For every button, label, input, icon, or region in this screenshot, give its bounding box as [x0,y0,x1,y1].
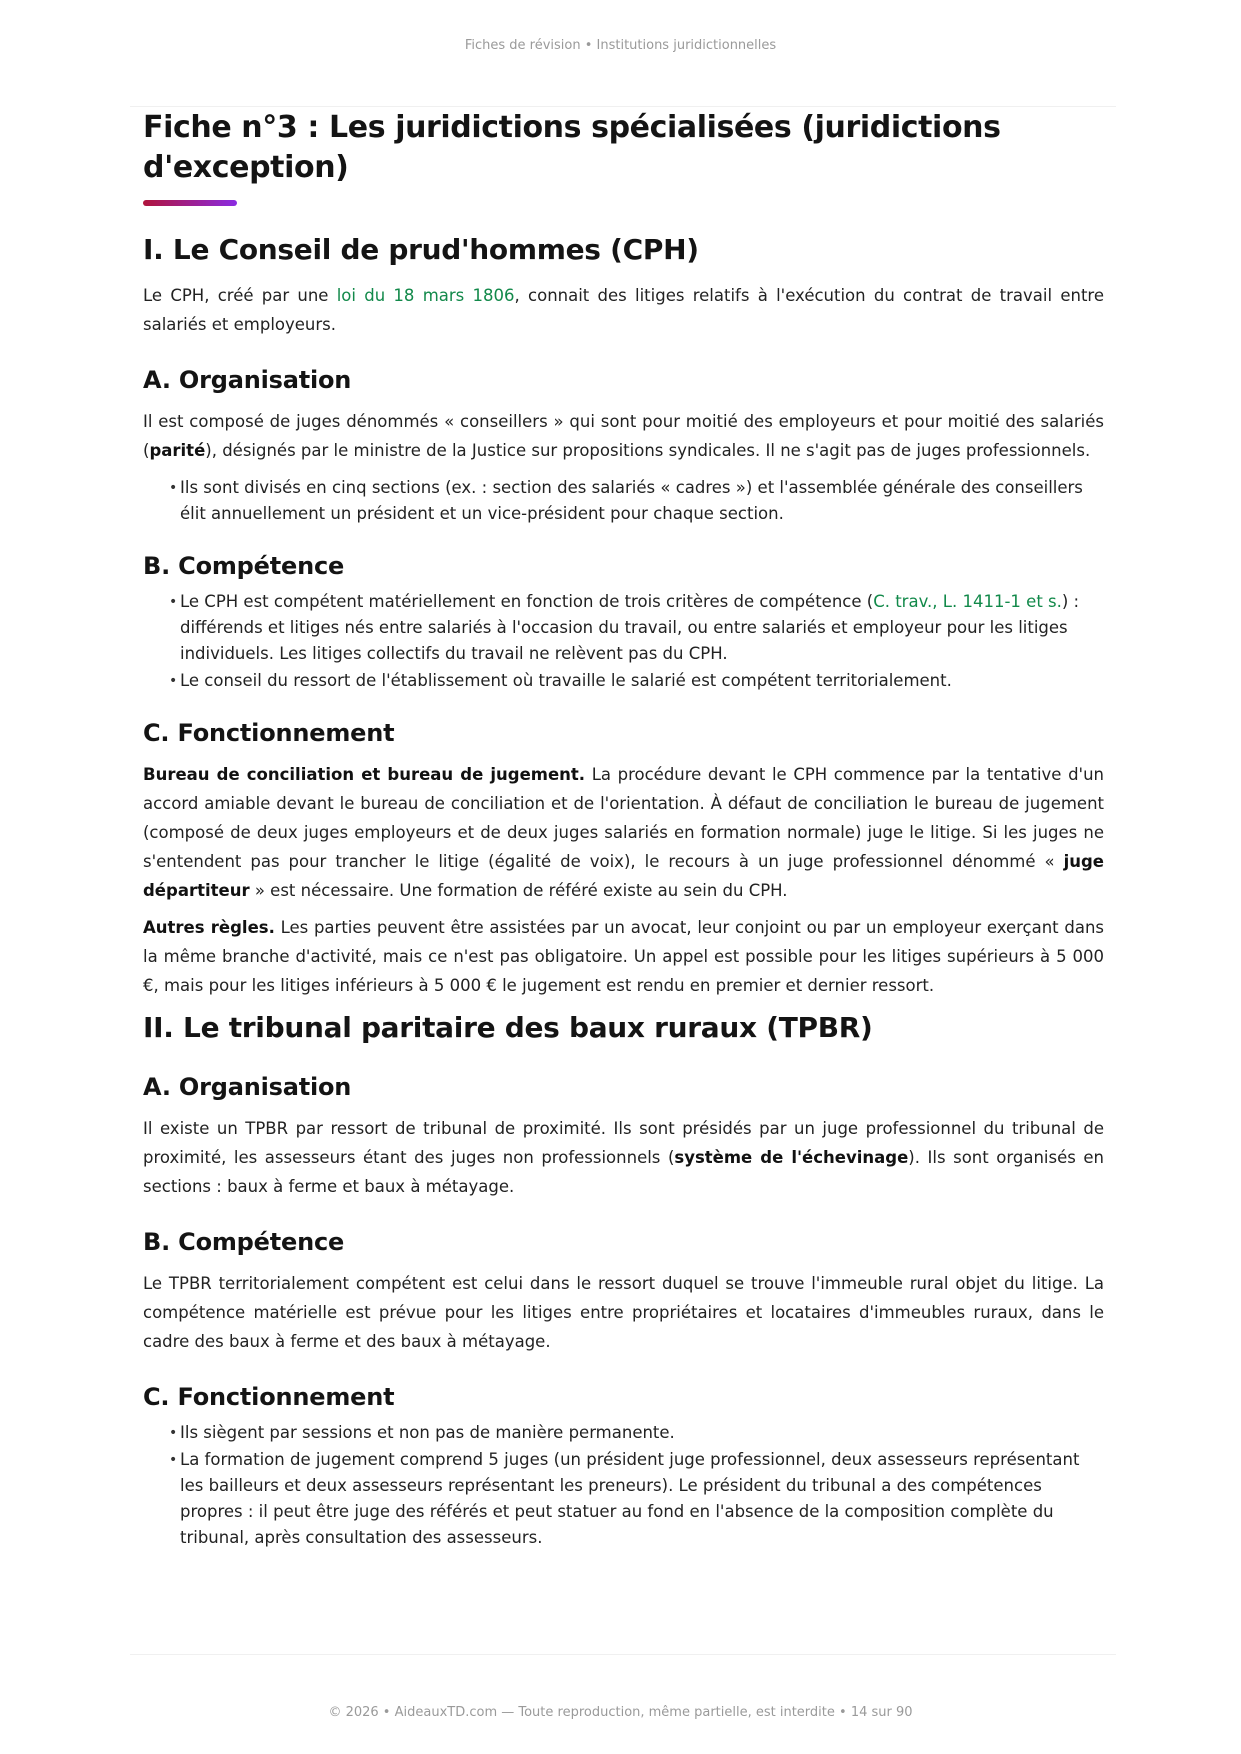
header-divider [130,106,1116,107]
cph-fonctionnement-paragraph-1 [143,760,1104,905]
competence-text-end: ) : différends et litiges nés entre salariés à l'occasion du travail, ou entre salariés et employeur pour les litiges individuels. Les litiges collectifs du travail ne relèvent pas du CPH. [180,592,1080,663]
cph-fonctionnement-paragraph-2 [143,913,1104,1000]
term-juge-departiteur: juge départiteur [143,852,1104,900]
tpbr-organisation-text: Il existe un TPBR par ressort de tribunal de proximité. Ils sont présidés par un juge professionnel du tribunal de proximité, les assesseurs étant des juges non professionnels ( [143,1119,1104,1167]
subheading-cph-fonctionnement: C. Fonctionnement [143,719,395,747]
tpbr-competence-paragraph: Le TPBR territorialement compétent est celui dans le ressort duquel se trouve l'immeuble rural objet du litige. La compétence matérielle est prévue pour les litiges entre propriétaires et locataires d'immeubles ruraux, dans le cadre des baux à ferme et des baux à métayage. [143,1274,1104,1351]
title-underline [143,200,237,206]
list-item [169,589,1104,667]
page-title: Fiche n°3 : Les juridictions spécialisées (juridictions d'exception) [143,110,1001,185]
legal-reference-code-travail: C. trav., L. 1411-1 et s. [873,592,1062,611]
section-heading-cph: I. Le Conseil de prud'hommes (CPH) [143,233,699,266]
cph-competence-list [169,589,1104,694]
tpbr-organisation-paragraph [143,1114,1104,1201]
tpbr-organisation-text-end: ). Ils sont organisés en sections : baux à ferme et baux à métayage. [143,1148,1104,1196]
cph-intro-paragraph [143,281,1104,339]
cph-organisation-list [169,475,1104,527]
term-echevinage: système de l'échevinage [674,1148,909,1167]
bureaux-text: La procédure devant le CPH commence par la tentative d'un accord amiable devant le bureau de conciliation et de l'orientation. À défaut de conciliation le bureau de jugement (composé de deux juges employeurs et de deux juges salariés en formation normale) juge le litige. Si les juges ne s'entendent pas pour trancher le litige (égalité de voix), le recours à un juge professionnel dénommé « [143,765,1104,871]
paragraph-lead-bureaux: Bureau de conciliation et bureau de jugement. [143,765,586,784]
paragraph-lead-autres-regles: Autres règles. [143,918,275,937]
tpbr-fonctionnement-list [169,1420,1104,1551]
list-item: • Ils siègent par sessions et non pas de manière permanente. [169,1420,1104,1446]
competence-text: Le CPH est compétent matériellement en fonction de trois critères de compétence ( [180,592,874,611]
section-heading-tpbr: II. Le tribunal paritaire des baux ruraux (TPBR) [143,1011,873,1044]
list-item: • Le conseil du ressort de l'établissement où travaille le salarié est compétent territorialement. [169,668,1104,694]
subheading-tpbr-competence: B. Compétence [143,1228,345,1256]
list-item: • La formation de jugement comprend 5 juges (un président juge professionnel, deux assesseurs représentant les bailleurs et deux assesseurs représentant les preneurs). Le président du tribunal a des compétences propres : il peut être juge des référés et peut statuer au fond en l'absence de la composition complète du tribunal, après consultation des assesseurs. [169,1447,1104,1551]
running-footer: © 2026 • AideauxTD.com — Toute reproduction, même partielle, est interdite • 14 sur 90 [328,1705,913,1720]
subheading-tpbr-organisation: A. Organisation [143,1073,352,1101]
cph-organisation-text-end: ), désignés par le ministre de la Justice sur propositions syndicales. Il ne s'agit pas de juges professionnels. [205,441,1091,460]
cph-organisation-text: Il est composé de juges dénommés « conseillers » qui sont pour moitié des employeurs et pour moitié des salariés ( [143,412,1104,460]
running-header: Fiches de révision • Institutions juridictionnelles [464,38,777,53]
subheading-tpbr-fonctionnement: C. Fonctionnement [143,1383,395,1411]
page-content [143,108,1104,1551]
bureaux-text-end: » est nécessaire. Une formation de référé existe au sein du CPH. [249,881,788,900]
subheading-cph-organisation: A. Organisation [143,366,352,394]
list-item: • Ils sont divisés en cinq sections (ex. : section des salariés « cadres ») et l'assemblée générale des conseillers élit annuellement un président et un vice-président pour chaque section. [169,475,1104,527]
autres-regles-text: Les parties peuvent être assistées par un avocat, leur conjoint ou par un employeur exerçant dans la même branche d'activité, mais ce n'est pas obligatoire. Un appel est possible pour les litiges supérieurs à 5 000 €, mais pour les litiges inférieurs à 5 000 € le jugement est rendu en premier et dernier ressort. [143,918,1104,995]
footer-divider [130,1654,1116,1655]
cph-intro-text: Le CPH, créé par une [143,286,337,305]
term-parite: parité [149,441,206,460]
subheading-cph-competence: B. Compétence [143,552,345,580]
cph-intro-text-end: , connait des litiges relatifs à l'exécution du contrat de travail entre salariés et employeurs. [143,286,1104,334]
legal-reference-loi-1806: loi du 18 mars 1806 [336,286,515,305]
cph-organisation-paragraph [143,407,1104,465]
